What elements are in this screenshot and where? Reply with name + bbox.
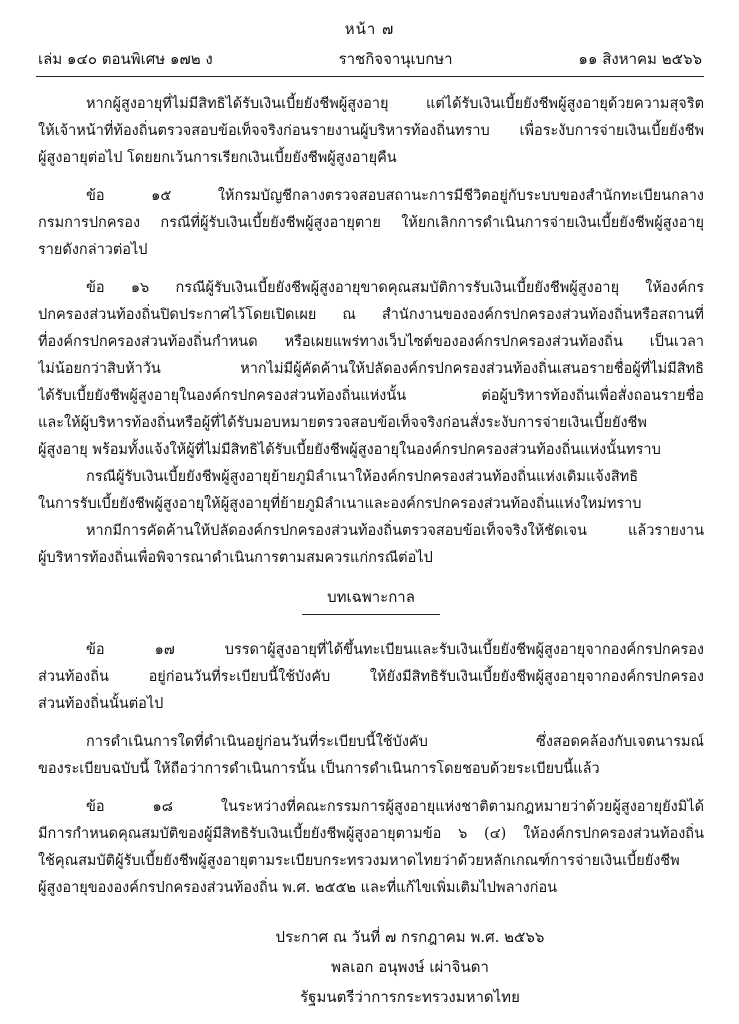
- volume-issue: เล่ม ๑๔๐ ตอนพิเศษ ๑๗๒ ง: [38, 50, 213, 68]
- text-line: ให้เจ้าหน้าที่ท้องถิ่นตรวจสอบข้อเท็จจริงก่อนรายงานผู้บริหารท้องถิ่นทราบ เพื่อระงับการจ่ายเงินเบี้ยยังชีพ: [38, 123, 704, 139]
- gazette-name: ราชกิจจานุเบกษา: [338, 50, 453, 68]
- clause-16: [38, 275, 704, 464]
- text-line: และให้ผู้บริหารท้องถิ่นหรือผู้ที่ได้รับมอบหมายตรวจสอบข้อเท็จจริงก่อนสั่งระงับการจ่ายเงินเบี้ยยังชีพ: [38, 415, 647, 431]
- text-line: หากมีการคัดค้านให้ปลัดองค์กรปกครองส่วนท้องถิ่นตรวจสอบข้อเท็จจริงให้ชัดเจน แล้วรายงาน: [86, 523, 704, 539]
- text-line: มีการกำหนดคุณสมบัติของผู้มีสิทธิรับเงินเบี้ยยังชีพผู้สูงอายุตามข้อ ๖ (๔) ให้องค์กรปกครองส่วนท้องถิ่น: [38, 826, 704, 842]
- text-line: ผู้บริหารท้องถิ่นเพื่อพิจารณาดำเนินการตามสมควรแก่กรณีต่อไป: [38, 550, 433, 566]
- text-line: ผู้สูงอายุขององค์กรปกครองส่วนท้องถิ่น พ.ศ. ๒๕๕๒ และที่แก้ไขเพิ่มเติมไปพลางก่อน: [38, 880, 558, 896]
- text-line: กรมการปกครอง กรณีที่ผู้รับเงินเบี้ยยังชีพผู้สูงอายุตาย ให้ยกเลิกการดำเนินการจ่ายเงินเบี้ยยังชีพผู้สูงอายุ: [38, 215, 704, 231]
- text-line: ของระเบียบฉบับนี้ ให้ถือว่าการดำเนินการนั้น เป็นการดำเนินการโดยชอบด้วยระเบียบนี้แล้ว: [38, 761, 600, 777]
- text-line: ผู้สูงอายุต่อไป โดยยกเว้นการเรียกเงินเบี้ยยังชีพผู้สูงอายุคืน: [38, 150, 397, 166]
- page-number: หน้า ๗: [344, 20, 395, 38]
- text-line: รายดังกล่าวต่อไป: [38, 242, 148, 258]
- text-line: ข้อ ๑๖ กรณีผู้รับเงินเบี้ยยังชีพผู้สูงอายุขาดคุณสมบัติการรับเงินเบี้ยยังชีพผู้สูงอายุ ให้องค์กร: [86, 280, 704, 296]
- signatory-name: พลเอก อนุพงษ์ เผ่าจินดา: [331, 958, 489, 976]
- text-line: หากผู้สูงอายุที่ไม่มีสิทธิได้รับเงินเบี้ยยังชีพผู้สูงอายุ แต่ได้รับเงินเบี้ยยังชีพผู้สูงอายุด้วยความสุจริต: [86, 96, 704, 112]
- header-rule: [36, 76, 704, 77]
- signatory-title: รัฐมนตรีว่าการกระทรวงมหาดไทย: [300, 988, 520, 1006]
- page-header: [38, 52, 702, 67]
- text-line: ที่องค์กรปกครองส่วนท้องถิ่นกำหนด หรือเผยแพร่ทางเว็บไซต์ขององค์กรปกครองส่วนท้องถิ่น เป็นเวลา: [38, 334, 704, 350]
- text-line: ไม่น้อยกว่าสิบห้าวัน หากไม่มีผู้คัดค้านให้ปลัดองค์กรปกครองส่วนท้องถิ่นเสนอรายชื่อผู้ที่ไม่มีสิทธิ: [38, 361, 704, 377]
- text-line: ปกครองส่วนท้องถิ่นปิดประกาศไว้โดยเปิดเผย ณ สำนักงานขององค์กรปกครองส่วนท้องถิ่นหรือสถานที่: [38, 307, 704, 323]
- document-body: [38, 91, 704, 902]
- text-line: การดำเนินการใดที่ดำเนินอยู่ก่อนวันที่ระเบียบนี้ใช้บังคับ ซึ่งสอดคล้องกับเจตนารมณ์: [86, 734, 704, 750]
- text-line: ในการรับเบี้ยยังชีพผู้สูงอายุให้ผู้สูงอายุที่ย้ายภูมิลำเนาและองค์กรปกครองส่วนท้องถิ่นแห่งใหม่ทราบ: [38, 496, 642, 512]
- paragraph: [38, 464, 704, 518]
- section-title: บทเฉพาะกาล: [327, 588, 415, 606]
- clause-17: [38, 637, 704, 718]
- text-line: ส่วนท้องถิ่น อยู่ก่อนวันที่ระเบียบนี้ใช้บังคับ ให้ยังมีสิทธิรับเงินเบี้ยยังชีพผู้สูงอายุจากองค์กรปกครอง: [38, 669, 704, 685]
- paragraph: [38, 729, 704, 783]
- publication-date: ๑๑ สิงหาคม ๒๕๖๖: [578, 50, 702, 68]
- text-line: ใช้คุณสมบัติผู้รับเบี้ยยังชีพผู้สูงอายุตามระเบียบกระทรวงมหาดไทยว่าด้วยหลักเกณฑ์การจ่ายเงินเบี้ยยังชีพ: [38, 853, 680, 869]
- text-line: ได้รับเบี้ยยังชีพผู้สูงอายุในองค์กรปกครองส่วนท้องถิ่นแห่งนั้น ต่อผู้บริหารท้องถิ่นเพื่อสั่งถอนรายชื่อ: [38, 388, 704, 404]
- paragraph: [38, 518, 704, 572]
- clause-18: [38, 794, 704, 902]
- text-line: ข้อ ๑๘ ในระหว่างที่คณะกรรมการผู้สูงอายุแห่งชาติตามกฎหมายว่าด้วยผู้สูงอายุยังมิได้: [86, 799, 704, 815]
- text-line: ข้อ ๑๕ ให้กรมบัญชีกลางตรวจสอบสถานะการมีชีวิตอยู่กับระบบของสำนักทะเบียนกลาง: [86, 188, 704, 204]
- paragraph: [38, 91, 704, 172]
- text-line: กรณีผู้รับเงินเบี้ยยังชีพผู้สูงอายุย้ายภูมิลำเนาให้องค์กรปกครองส่วนท้องถิ่นแห่งเดิมแจ้งสิทธิ: [86, 469, 639, 485]
- announcement-date: ประกาศ ณ วันที่ ๗ กรกฎาคม พ.ศ. ๒๕๖๖: [275, 928, 545, 946]
- text-line: ข้อ ๑๗ บรรดาผู้สูงอายุที่ได้ขึ้นทะเบียนและรับเงินเบี้ยยังชีพผู้สูงอายุจากองค์กรปกครอง: [86, 642, 704, 658]
- section-rule: [302, 614, 440, 615]
- clause-15: [38, 183, 704, 264]
- text-line: ผู้สูงอายุ พร้อมทั้งแจ้งให้ผู้ที่ไม่มีสิทธิได้รับเบี้ยยังชีพผู้สูงอายุในองค์กรปกครองส่วนท้องถิ่นแห่งนั้นทราบ: [38, 442, 661, 458]
- text-line: ส่วนท้องถิ่นนั้นต่อไป: [38, 696, 164, 712]
